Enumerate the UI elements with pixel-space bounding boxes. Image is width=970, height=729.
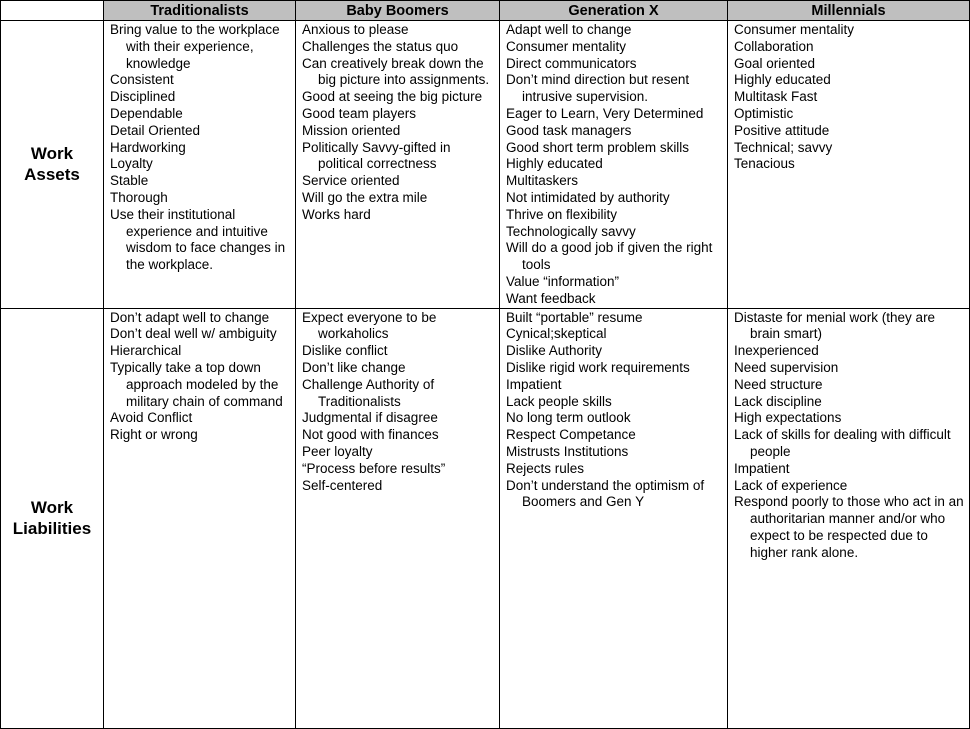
list-item: No long term outlook <box>506 410 631 426</box>
list-item: Cynical;skeptical <box>506 326 607 342</box>
header-generation-x: Generation X <box>500 1 728 21</box>
list-item: Expect everyone to be workaholics <box>302 309 437 342</box>
list-item: Mistrusts Institutions <box>506 443 629 459</box>
work-assets-row <box>1 21 970 309</box>
list-item: Direct communicators <box>506 55 637 71</box>
list-item: Challenge Authority of Traditionalists <box>302 376 435 409</box>
list-item: Technologically savvy <box>506 223 636 239</box>
list-item: Works hard <box>302 206 371 222</box>
list-item: Good team players <box>302 105 417 121</box>
row-label-work-liabilities <box>1 308 104 728</box>
list-item: Respect Competance <box>506 427 636 443</box>
liabilities-baby-boomers-cell <box>296 308 500 728</box>
header-millennials: Millennials <box>728 1 970 21</box>
liabilities-traditionalists-cell <box>104 308 296 728</box>
list-item: Respond poorly to those who act in an authoritarian manner and/or who expect to be respected due to higher rank alone. <box>734 494 964 560</box>
list-item: Don’t mind direction but resent intrusive supervision. <box>506 72 690 105</box>
list-item: Thorough <box>110 189 168 205</box>
list-item: Consistent <box>110 72 174 88</box>
list-item: Self-centered <box>302 477 383 493</box>
list-item: Lack discipline <box>734 393 822 409</box>
list-item: Goal oriented <box>734 55 816 71</box>
header-row <box>1 1 970 21</box>
list-item: Built “portable” resume <box>506 309 643 325</box>
list-item: Collaboration <box>734 38 814 54</box>
list-item: Adapt well to change <box>506 22 632 37</box>
list-item: Need supervision <box>734 359 839 375</box>
list-item: Judgmental if disagree <box>302 410 438 426</box>
list-item: Don’t adapt well to change <box>110 309 270 325</box>
list-item: Multitask Fast <box>734 89 818 105</box>
row-label-line2: Liabilities <box>12 519 92 539</box>
list-item: Stable <box>110 173 149 189</box>
list-item: Good task managers <box>506 122 632 138</box>
list-item: Thrive on flexibility <box>506 206 618 222</box>
corner-cell <box>1 1 104 21</box>
list-item: Mission oriented <box>302 122 401 138</box>
list-item: Challenges the status quo <box>302 38 459 54</box>
list-item: Impatient <box>506 376 562 392</box>
list-item: Detail Oriented <box>110 122 201 138</box>
list-item: Don’t deal well w/ ambiguity <box>110 326 277 342</box>
list-item: Need structure <box>734 376 823 392</box>
list-item: Peer loyalty <box>302 443 373 459</box>
list-item: “Process before results” <box>302 460 446 476</box>
list-item: Hierarchical <box>110 343 182 359</box>
list-item: Eager to Learn, Very Determined <box>506 105 704 121</box>
list-item: Service oriented <box>302 173 400 189</box>
list-item: Impatient <box>734 460 790 476</box>
list-item: Dependable <box>110 105 183 121</box>
list-item: Loyalty <box>110 156 153 172</box>
list-item: Disciplined <box>110 89 176 105</box>
list-item: Good short term problem skills <box>506 139 690 155</box>
list-item: Not good with finances <box>302 427 439 443</box>
list-item: Consumer mentality <box>734 22 855 37</box>
list-item: Value “information” <box>506 273 620 289</box>
list-item: Consumer mentality <box>506 38 627 54</box>
list-item: Lack of experience <box>734 477 848 493</box>
list-item: Technical; savvy <box>734 139 833 155</box>
list-item: Right or wrong <box>110 427 198 443</box>
row-label-line1: Work <box>30 498 74 518</box>
assets-baby-boomers-cell <box>296 21 500 309</box>
list-item: Hardworking <box>110 139 186 155</box>
list-item: Multitaskers <box>506 173 579 189</box>
list-item: Dislike rigid work requirements <box>506 359 690 375</box>
list-item: Optimistic <box>734 105 794 121</box>
assets-millennials-cell <box>728 21 970 309</box>
list-item: Can creatively break down the big picture into assignments. <box>302 55 490 88</box>
row-label-line2: Assets <box>24 165 80 185</box>
list-item: Not intimidated by authority <box>506 189 670 205</box>
list-item: Dislike conflict <box>302 343 388 359</box>
list-item: Use their institutional experience and intuitive wisdom to face changes in the workplace. <box>110 206 286 273</box>
list-item: Typically take a top down approach modeled by the military chain of command <box>110 359 283 409</box>
list-item: Lack of skills for dealing with difficult people <box>734 427 951 459</box>
row-label-work-assets <box>1 21 104 309</box>
list-item: High expectations <box>734 410 842 426</box>
list-item: Politically Savvy-gifted in political correctness <box>302 139 451 172</box>
list-item: Don’t understand the optimism of Boomers and Gen Y <box>506 477 705 510</box>
assets-traditionalists-cell <box>104 21 296 309</box>
list-item: Avoid Conflict <box>110 410 193 426</box>
list-item: Want feedback <box>506 290 596 306</box>
list-item: Tenacious <box>734 156 795 172</box>
list-item: Good at seeing the big picture <box>302 89 483 105</box>
list-item: Anxious to please <box>302 22 409 37</box>
header-traditionalists: Traditionalists <box>104 1 296 21</box>
list-item: Will go the extra mile <box>302 189 428 205</box>
list-item: Don’t like change <box>302 359 406 375</box>
header-baby-boomers: Baby Boomers <box>296 1 500 21</box>
list-item: Will do a good job if given the right tools <box>506 240 713 273</box>
liabilities-generation-x-cell <box>500 308 728 728</box>
list-item: Lack people skills <box>506 393 612 409</box>
list-item: Highly educated <box>734 72 831 88</box>
list-item: Highly educated <box>506 156 603 172</box>
list-item: Distaste for menial work (they are brain smart) <box>734 309 936 342</box>
list-item: Bring value to the workplace with their experience, knowledge <box>110 22 280 71</box>
work-liabilities-row <box>1 308 970 728</box>
list-item: Inexperienced <box>734 343 819 359</box>
row-label-line1: Work <box>30 144 74 164</box>
assets-generation-x-cell <box>500 21 728 309</box>
liabilities-millennials-cell <box>728 308 970 728</box>
list-item: Dislike Authority <box>506 343 603 359</box>
list-item: Positive attitude <box>734 122 830 138</box>
list-item: Rejects rules <box>506 460 585 476</box>
